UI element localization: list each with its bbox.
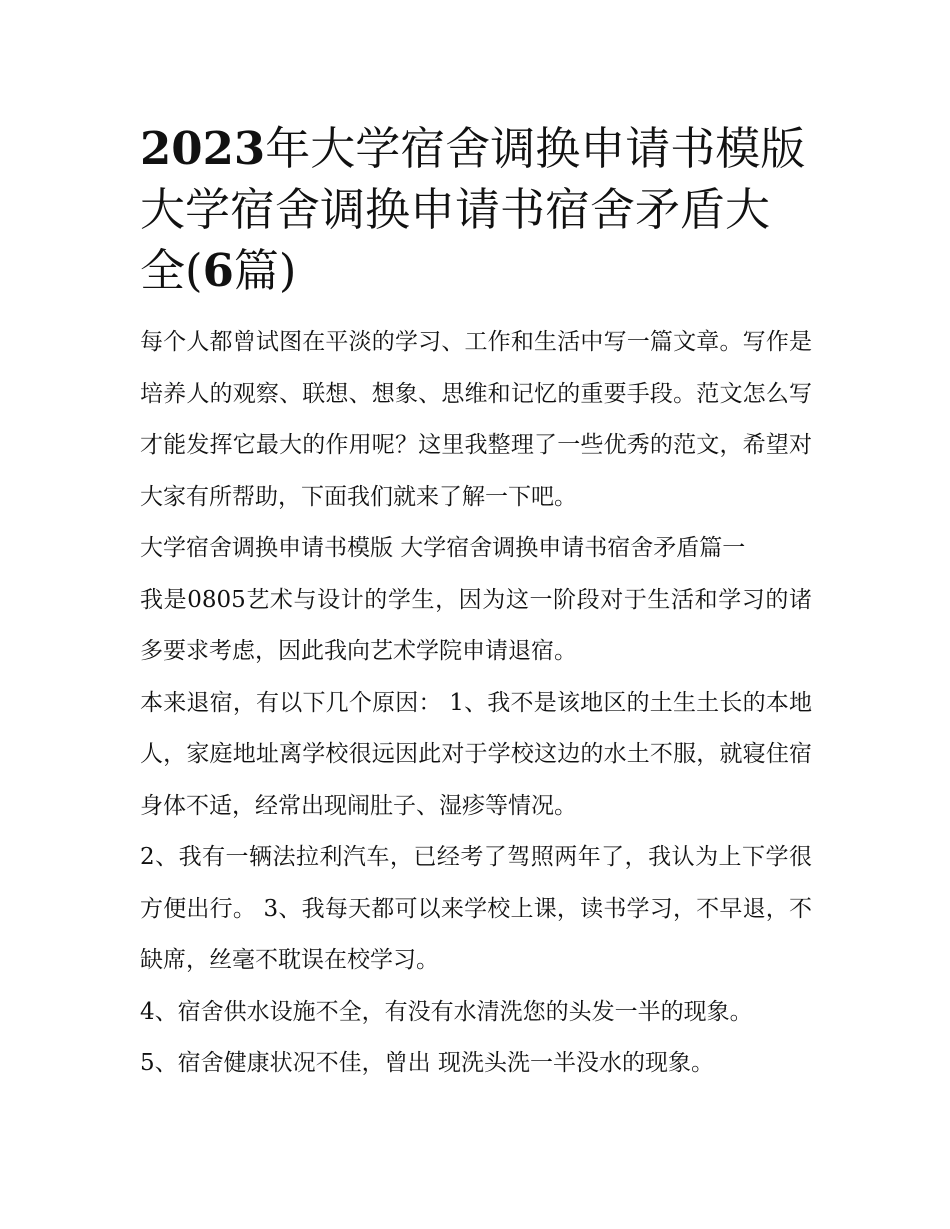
body-paragraph: 2、我有一辆法拉利汽车，已经考了驾照两年了，我认为上下学很方便出行。 3、我每天都可以来学校上课，读书学习，不早退，不缺席，丝毫不耽误在校学习。 [140, 844, 812, 973]
title-year: 2023 [140, 122, 266, 175]
title-end: 篇) [233, 244, 297, 297]
document-title [140, 118, 812, 301]
title-text: 年大学宿舍调换申请书模版 大学宿舍调换申请书宿舍矛盾大全( [140, 122, 806, 297]
body-paragraph: 5、宿舍健康状况不佳，曾出 现洗头洗一半没水的现象。 [140, 1050, 714, 1076]
body-paragraph: 本来退宿，有以下几个原因： 1、我不是该地区的土生土长的本地人，家庭地址离学校很远因此对于学校这边的水土不服，就寝住宿身体不适，经常出现闹肚子、湿疹等情况。 [140, 689, 812, 819]
document-body [140, 118, 812, 1090]
title-count: 6 [202, 244, 234, 297]
body-paragraph: 我是0805艺术与设计的学生，因为这一阶段对于生活和学习的诸多要求考虑，因此我向艺术学院申请退宿。 [140, 586, 812, 664]
intro-paragraph: 每个人都曾试图在平淡的学习、工作和生活中写一篇文章。写作是培养人的观察、联想、想象、思维和记忆的重要手段。范文怎么写才能发挥它最大的作用呢？这里我整理了一些优秀的范文，希望对大家有所帮助，下面我们就来了解一下吧。 [140, 329, 812, 510]
section-heading: 大学宿舍调换申请书模版 大学宿舍调换申请书宿舍矛盾篇一 [140, 535, 746, 561]
body-paragraph: 4、宿舍供水设施不全，有没有水清洗您的头发一半的现象。 [140, 998, 753, 1025]
